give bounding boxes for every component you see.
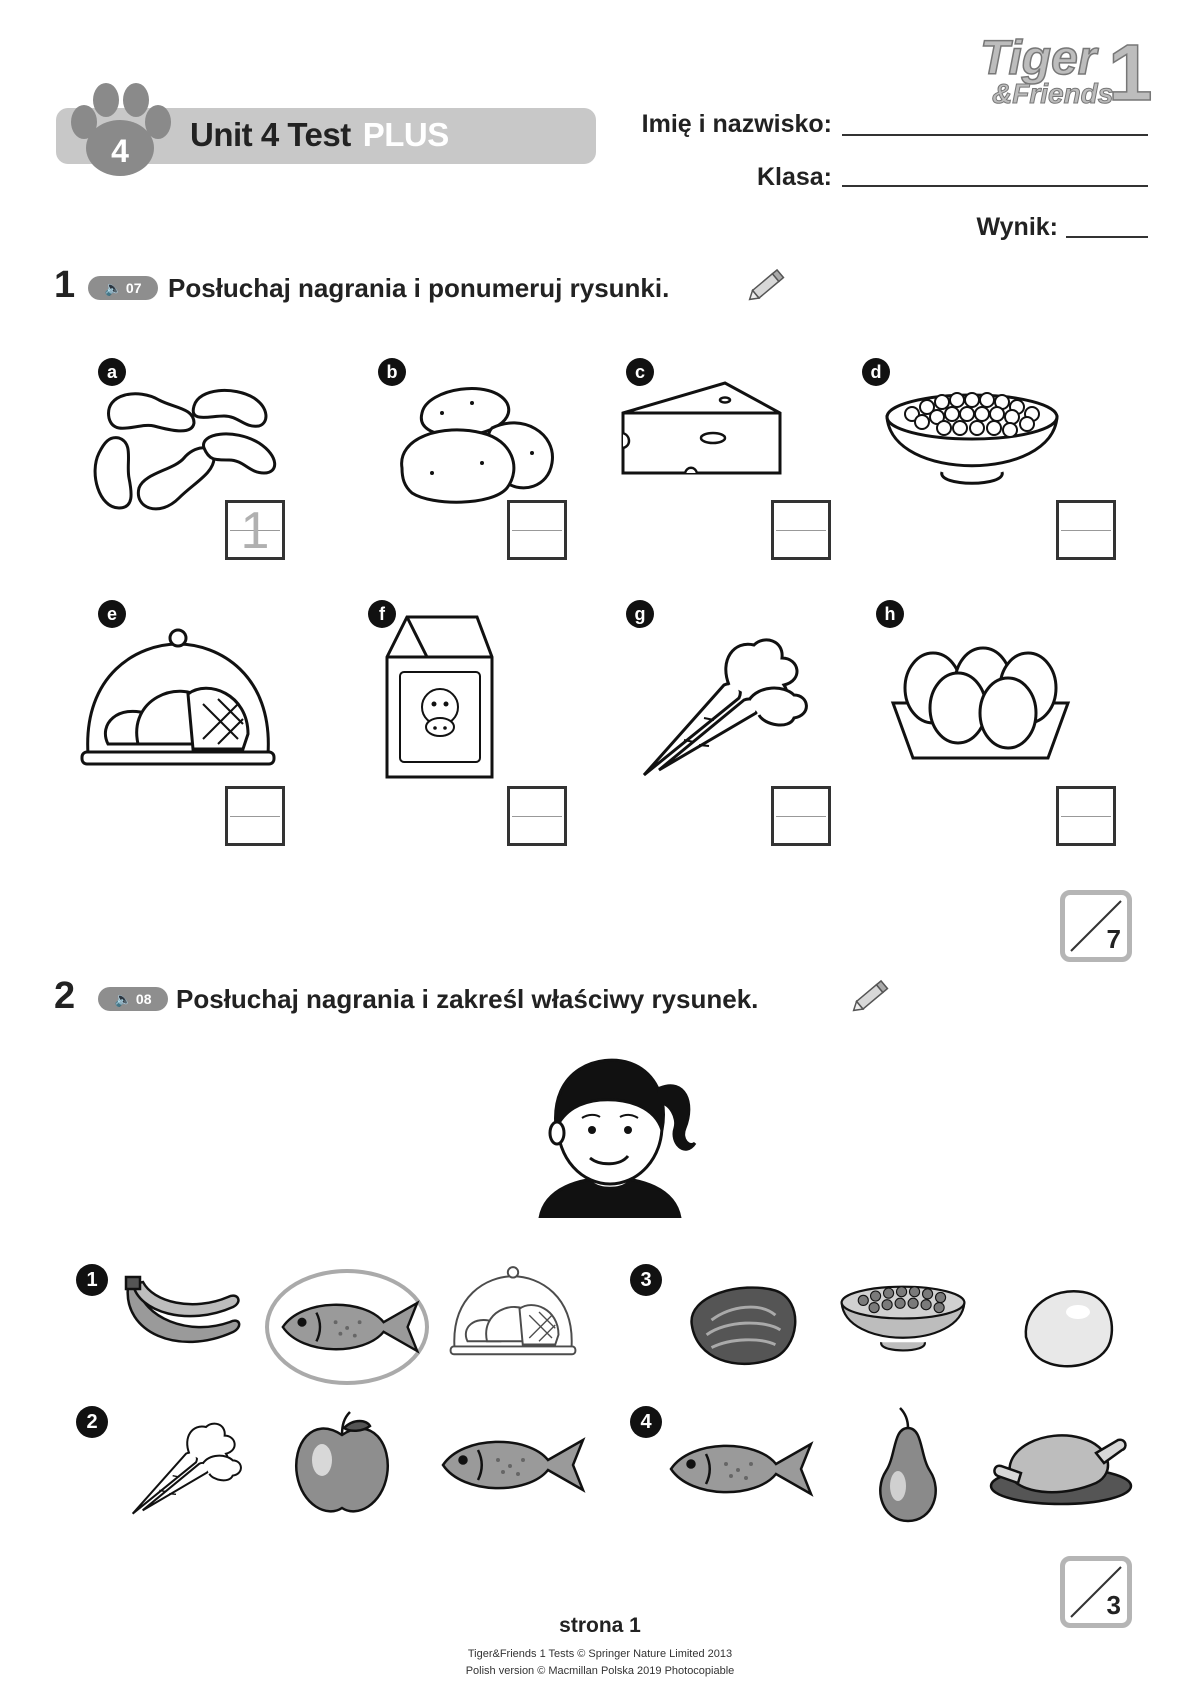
unit-number: 4 bbox=[111, 133, 129, 169]
chicken-icon[interactable] bbox=[986, 1418, 1136, 1508]
track-number: 08 bbox=[135, 991, 152, 1007]
unit-title: Unit 4 Test PLUS bbox=[190, 116, 449, 153]
score-field[interactable] bbox=[1066, 236, 1148, 238]
item-letter: e bbox=[98, 600, 126, 628]
row-number: 4 bbox=[630, 1406, 662, 1438]
carrots-icon bbox=[634, 630, 814, 780]
pencil-icon bbox=[852, 975, 892, 1015]
fish-icon[interactable] bbox=[438, 1430, 588, 1500]
exercise-1-number: 1 bbox=[54, 264, 76, 306]
fish-icon[interactable] bbox=[666, 1434, 816, 1504]
sausages-icon bbox=[84, 378, 284, 518]
carrots-icon[interactable] bbox=[126, 1412, 246, 1522]
exercise-2-max-score: 3 bbox=[1106, 1590, 1121, 1620]
milk-carton-icon bbox=[372, 612, 502, 782]
item-letter: f bbox=[368, 600, 396, 628]
exercise-1-max-score: 7 bbox=[1106, 924, 1121, 954]
apple-icon[interactable] bbox=[292, 1410, 392, 1520]
cheese-icon bbox=[612, 378, 788, 478]
speaker-icon: 🔈 bbox=[104, 279, 122, 296]
answer-box-a[interactable]: 1 bbox=[225, 500, 285, 560]
unit-plus: PLUS bbox=[362, 116, 449, 153]
track-number: 07 bbox=[125, 280, 142, 296]
item-letter: g bbox=[626, 600, 654, 628]
name-field[interactable] bbox=[842, 134, 1148, 136]
audio-track-1[interactable] bbox=[88, 276, 158, 300]
answer-box-f[interactable] bbox=[507, 786, 567, 846]
class-label: Klasa: bbox=[756, 163, 832, 191]
paw-icon bbox=[64, 80, 176, 180]
answer-box-b[interactable] bbox=[507, 500, 567, 560]
answer-box-c[interactable] bbox=[771, 500, 831, 560]
answer-box-d[interactable] bbox=[1056, 500, 1116, 560]
answer-box-g[interactable] bbox=[771, 786, 831, 846]
potatoes-icon bbox=[392, 378, 562, 508]
item-letter: d bbox=[862, 358, 890, 386]
pear-icon[interactable] bbox=[868, 1406, 948, 1526]
svg-text:Tiger: Tiger bbox=[980, 32, 1097, 85]
answer-box-h[interactable] bbox=[1056, 786, 1116, 846]
fish-icon[interactable] bbox=[278, 1292, 422, 1362]
ham-icon[interactable] bbox=[448, 1262, 578, 1362]
exercise-2-number: 2 bbox=[54, 975, 76, 1017]
class-field[interactable] bbox=[842, 185, 1148, 187]
speaker-icon: 🔈 bbox=[114, 990, 132, 1007]
copyright-line-1: Tiger&Friends 1 Tests © Springer Nature Limited 2013 bbox=[467, 1648, 733, 1660]
svg-text:1: 1 bbox=[1108, 28, 1153, 108]
score-label: Wynik: bbox=[976, 213, 1058, 241]
row-number: 1 bbox=[76, 1264, 108, 1296]
pencil-icon bbox=[748, 264, 788, 304]
steak-icon[interactable] bbox=[682, 1280, 800, 1370]
tiger-friends-logo bbox=[980, 28, 1155, 108]
exercise-1-score-box bbox=[1060, 890, 1132, 962]
item-letter: b bbox=[378, 358, 406, 386]
item-letter: a bbox=[98, 358, 126, 386]
item-letter: h bbox=[876, 600, 904, 628]
ham-icon bbox=[78, 624, 278, 774]
copyright-line-2: Polish version © Macmillan Polska 2019 Photocopiable bbox=[465, 1665, 735, 1677]
row-number: 2 bbox=[76, 1406, 108, 1438]
name-label: Imię i nazwisko: bbox=[641, 110, 832, 138]
item-letter: c bbox=[626, 358, 654, 386]
exercise-2-instruction: Posłuchaj nagrania i zakreśl właściwy rysunek. bbox=[176, 984, 759, 1014]
eggs-icon bbox=[888, 628, 1078, 768]
svg-text:&Friends: &Friends bbox=[992, 78, 1114, 108]
answer-box-e[interactable] bbox=[225, 786, 285, 846]
row-number: 3 bbox=[630, 1264, 662, 1296]
exercise-1-instruction: Posłuchaj nagrania i ponumeruj rysunki. bbox=[168, 273, 670, 303]
lemon-icon[interactable] bbox=[1018, 1282, 1118, 1372]
audio-track-2[interactable] bbox=[98, 987, 168, 1011]
page-number: strona 1 bbox=[559, 1614, 641, 1637]
peas-bowl-icon[interactable] bbox=[838, 1270, 968, 1364]
peas-bowl-icon bbox=[882, 372, 1062, 502]
girl-illustration bbox=[520, 1048, 700, 1218]
bananas-icon[interactable] bbox=[118, 1272, 248, 1362]
